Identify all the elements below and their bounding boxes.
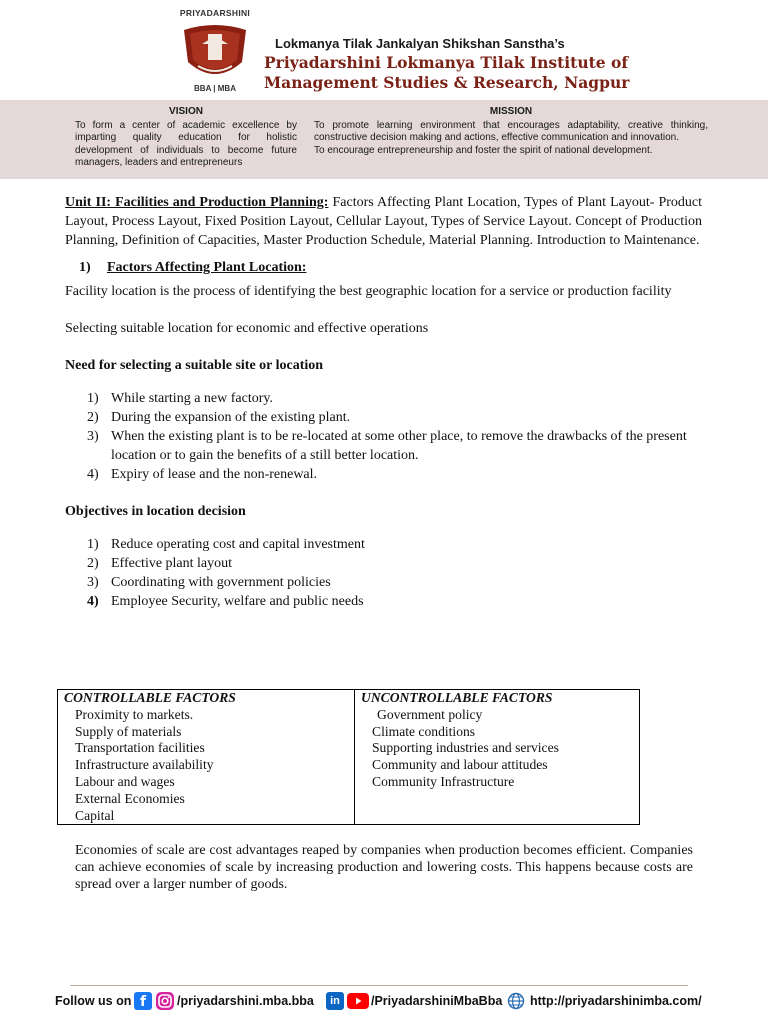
- need-heading: Need for selecting a suitable site or location: [65, 358, 324, 373]
- logo-bottom-text: BBA | MBA: [194, 84, 236, 93]
- objectives-heading: Objectives in location decision: [65, 504, 246, 519]
- mission-block: [314, 106, 708, 157]
- globe-icon: [507, 992, 525, 1010]
- list-item: 1) While starting a new factory.: [87, 391, 273, 406]
- objectives-list: [65, 535, 702, 611]
- table-cell: External Economies: [75, 790, 185, 806]
- table-row: [58, 690, 640, 825]
- facebook-icon[interactable]: f: [134, 992, 152, 1010]
- summary-paragraph: Selecting suitable location for economic and effective operations: [65, 321, 429, 336]
- letterhead: [0, 0, 768, 100]
- economies-of-scale-paragraph: Economies of scale are cost advantages reaped by companies when production becomes efficient. Companies can achieve economies of scale by increasing production and lowering costs. This happens because costs are spread over a larger number of goods.: [75, 843, 693, 892]
- logo-top-text: PRIYADARSHINI: [179, 8, 251, 18]
- unit-syllabus: [65, 193, 702, 250]
- institute-name-line2: Management Studies & Research, Nagpur: [264, 73, 630, 92]
- table-cell: Community Infrastructure: [372, 773, 515, 789]
- table-cell: Proximity to markets.: [75, 706, 194, 722]
- table-cell: Community and labour attitudes: [372, 757, 548, 773]
- mission-text-1: To promote learning environment that encourages adaptability, creative thinking, constructive decision making and actions, effective communication and innovation.: [314, 119, 708, 143]
- factors-table: [57, 689, 640, 825]
- vision-block: [75, 106, 297, 170]
- mission-text-2: To encourage entrepreneurship and foster the spirit of national development.: [314, 144, 653, 156]
- list-item: 1) Reduce operating cost and capital investment: [87, 537, 365, 552]
- controllable-header: CONTROLLABLE FACTORS: [64, 690, 236, 705]
- institute-logo: [176, 8, 254, 96]
- website-link[interactable]: http://priyadarshinimba.com/: [530, 994, 702, 1008]
- shield-emblem-icon: [178, 20, 252, 84]
- youtube-icon[interactable]: [347, 993, 369, 1009]
- section-number: 1): [79, 260, 91, 275]
- list-item: 4) Employee Security, welfare and public needs: [87, 594, 364, 609]
- table-cell: Supporting industries and services: [372, 740, 559, 756]
- unit-title: Unit II: Facilities and Production Planning:: [65, 195, 329, 210]
- table-cell: Supply of materials: [75, 723, 182, 739]
- uncontrollable-header: UNCONTROLLABLE FACTORS: [361, 690, 553, 705]
- need-list: [65, 389, 702, 484]
- sanstha-name: Lokmanya Tilak Jankalyan Shikshan Sanstha’s: [275, 36, 565, 51]
- table-cell: Labour and wages: [75, 773, 175, 789]
- social-footer: [55, 992, 755, 1014]
- controllable-column: [58, 690, 355, 825]
- section-title: Factors Affecting Plant Location:: [107, 260, 307, 275]
- table-cell: Capital: [75, 807, 115, 823]
- table-cell: Climate conditions: [372, 723, 476, 739]
- institute-name-line1: Priyadarshini Lokmanya Tilak Institute of: [264, 53, 629, 72]
- vision-text: To form a center of academic excellence by imparting quality education for holistic development of individuals to become future managers, leaders and entrepreneurs: [75, 119, 297, 168]
- linkedin-icon[interactable]: in: [326, 992, 344, 1010]
- table-cell: Transportation facilities: [75, 740, 205, 756]
- footer-divider: [70, 985, 688, 986]
- table-cell: Infrastructure availability: [75, 757, 214, 773]
- mission-title: MISSION: [489, 106, 533, 117]
- list-item: 2) During the expansion of the existing plant.: [87, 410, 351, 425]
- youtube-handle-link[interactable]: /PriyadarshiniMbaBba: [371, 994, 503, 1008]
- definition-paragraph: Facility location is the process of identifying the best geographic location for a service or production facility: [65, 284, 672, 299]
- document-body: [65, 193, 702, 611]
- institute-name: [264, 53, 664, 93]
- list-item: 3) When the existing plant is to be re-located at some other place, to remove the drawbacks of the present location or to gain the benefits of a still better location.: [87, 429, 687, 463]
- instagram-icon[interactable]: [156, 992, 174, 1010]
- uncontrollable-column: [355, 690, 640, 825]
- instagram-handle-link[interactable]: /priyadarshini.mba.bba: [177, 994, 314, 1008]
- list-item: 2) Effective plant layout: [87, 556, 233, 571]
- vision-title: VISION: [169, 106, 203, 117]
- follow-label: Follow us on: [55, 994, 132, 1008]
- vision-mission-band: [0, 100, 768, 179]
- list-item: 4) Expiry of lease and the non-renewal.: [87, 467, 318, 482]
- list-item: 3) Coordinating with government policies: [87, 575, 331, 590]
- unit-topics: Factors Affecting Plant Location, Types of Plant Layout- Product Layout, Process Layout, Fixed Position Layout, Cellular Layout, Types of Service Layout. Concept of Production Planning, Definition of Capacities, Master Production Schedule, Material Planning. Introduction to Maintenance.: [65, 195, 702, 248]
- section-heading: [79, 258, 702, 277]
- table-cell: Government policy: [377, 706, 483, 722]
